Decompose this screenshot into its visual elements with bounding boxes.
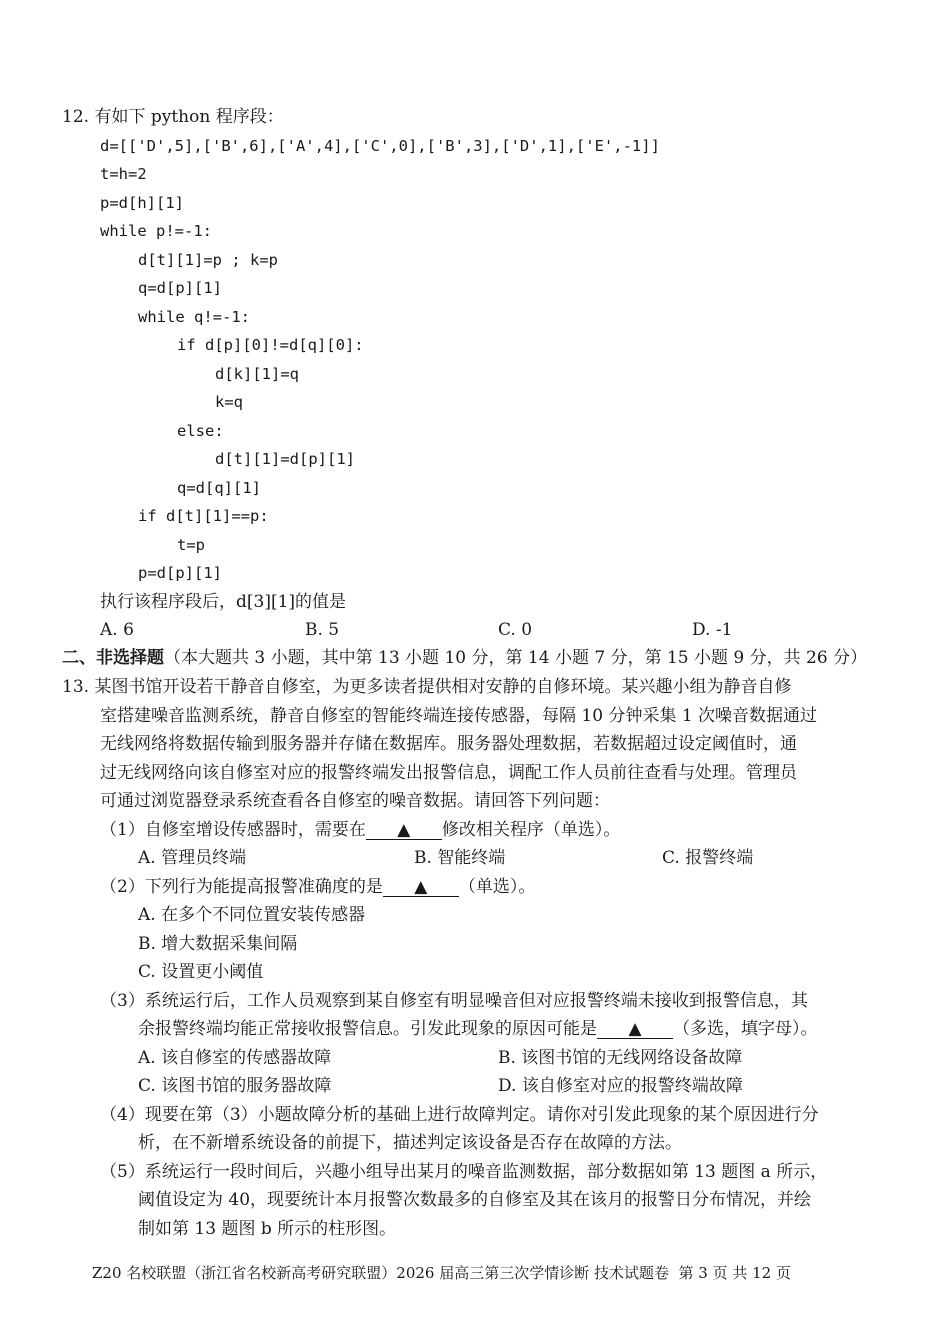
q13-part2 <box>100 876 535 898</box>
code-line: k=q <box>215 393 243 411</box>
q13-stem-line: 无线网络将数据传输到服务器并存储在数据库。服务器处理数据，若数据超过设定阈值时，通 <box>100 734 797 754</box>
part3-option-d: D. 该自修室对应的报警终端故障 <box>498 1076 743 1096</box>
q12-option-a: A. 6 <box>100 620 134 640</box>
answer-blank: ▲ <box>366 821 442 840</box>
q13-part4-line: 析，在不新增系统设备的前提下，描述判定该设备是否存在故障的方法。 <box>138 1133 682 1153</box>
page-footer: Z20 名校联盟（浙江省名校新高考研究联盟）2026 届高三第三次学情诊断 技术试题卷 第 3 页 共 12 页 <box>92 1264 791 1282</box>
q12-option-b: B. 5 <box>305 620 340 640</box>
part1-text-after: 修改相关程序（单选）。 <box>441 820 621 840</box>
code-line: else: <box>177 422 224 440</box>
q13-part5-line: （5）系统运行一段时间后，兴趣小组导出某月的噪音监测数据，部分数据如第 13 题图 a 所示， <box>100 1162 828 1182</box>
code-line: t=h=2 <box>100 165 147 183</box>
code-line: q=d[p][1] <box>138 279 222 297</box>
part3-text: 余报警终端均能正常接收报警信息。引发此现象的原因可能是 <box>138 1019 597 1039</box>
code-line: d=[['D',5],['B',6],['A',4],['C',0],['B',3],['D',1],['E',-1]] <box>100 137 660 155</box>
q13-part5-line: 阈值设定为 40，现要统计本月报警次数最多的自修室及其在该月的报警日分布情况，并绘 <box>138 1190 812 1210</box>
q13-stem-line: 13. 某图书馆开设若干静音自修室，为更多读者提供相对安静的自修环境。某兴趣小组为静音自修 <box>62 677 792 697</box>
q13-part3-line1: （3）系统运行后，工作人员观察到某自修室有明显噪音但对应报警终端未接收到报警信息，其 <box>100 991 808 1011</box>
part1-text: （1）自修室增设传感器时，需要在 <box>100 820 366 840</box>
part1-option-a: A. 管理员终端 <box>138 848 247 868</box>
q12-question: 执行该程序段后，d[3][1]的值是 <box>100 592 347 612</box>
part2-option-b: B. 增大数据采集间隔 <box>138 934 298 954</box>
part3-option-b: B. 该图书馆的无线网络设备故障 <box>498 1048 743 1068</box>
part2-option-c: C. 设置更小阈值 <box>138 962 264 982</box>
part3-option-c: C. 该图书馆的服务器故障 <box>138 1076 332 1096</box>
q13-part3-line2 <box>138 1018 818 1040</box>
part3-text-after: （多选，填字母）。 <box>673 1019 818 1039</box>
section-heading <box>62 647 867 669</box>
part2-text-after: （单选）。 <box>458 877 536 897</box>
section-note: （本大题共 3 小题，其中第 13 小题 10 分，第 14 小题 7 分，第 15 小题 9 分，共 26 分） <box>164 648 868 668</box>
code-line: if d[t][1]==p: <box>138 507 269 525</box>
q13-stem-line: 可通过浏览器登录系统查看各自修室的噪音数据。请回答下列问题： <box>100 791 610 811</box>
code-line: d[t][1]=p ; k=p <box>138 251 278 269</box>
code-line: while p!=-1: <box>100 222 212 240</box>
part3-option-a: A. 该自修室的传感器故障 <box>138 1048 332 1068</box>
q12-stem: 12. 有如下 python 程序段： <box>62 107 284 127</box>
q13-part1 <box>100 819 620 841</box>
answer-blank: ▲ <box>383 878 459 897</box>
code-line: p=d[p][1] <box>138 564 222 582</box>
code-line: d[k][1]=q <box>215 365 299 383</box>
code-line: while q!=-1: <box>138 308 250 326</box>
part2-option-a: A. 在多个不同位置安装传感器 <box>138 905 366 925</box>
answer-blank: ▲ <box>597 1020 673 1039</box>
code-line: d[t][1]=d[p][1] <box>215 450 355 468</box>
q13-stem-line: 过无线网络向该自修室对应的报警终端发出报警信息，调配工作人员前往查看与处理。管理员 <box>100 763 797 783</box>
part1-option-b: B. 智能终端 <box>414 848 506 868</box>
part2-text: （2）下列行为能提高报警准确度的是 <box>100 877 383 897</box>
code-line: p=d[h][1] <box>100 194 184 212</box>
code-line: t=p <box>177 536 205 554</box>
section-title: 二、非选择题 <box>62 648 164 668</box>
q13-part5-line: 制如第 13 题图 b 所示的柱形图。 <box>138 1219 397 1239</box>
code-line: q=d[q][1] <box>177 479 261 497</box>
q12-option-c: C. 0 <box>498 620 533 640</box>
q13-part4-line: （4）现要在第（3）小题故障分析的基础上进行故障判定。请你对引发此现象的某个原因进行分 <box>100 1105 819 1125</box>
q12-option-d: D. -1 <box>692 620 733 640</box>
part1-option-c: C. 报警终端 <box>662 848 754 868</box>
code-line: if d[p][0]!=d[q][0]: <box>177 336 364 354</box>
q13-stem-line: 室搭建噪音监测系统，静音自修室的智能终端连接传感器，每隔 10 分钟采集 1 次噪音数据通过 <box>100 706 818 726</box>
